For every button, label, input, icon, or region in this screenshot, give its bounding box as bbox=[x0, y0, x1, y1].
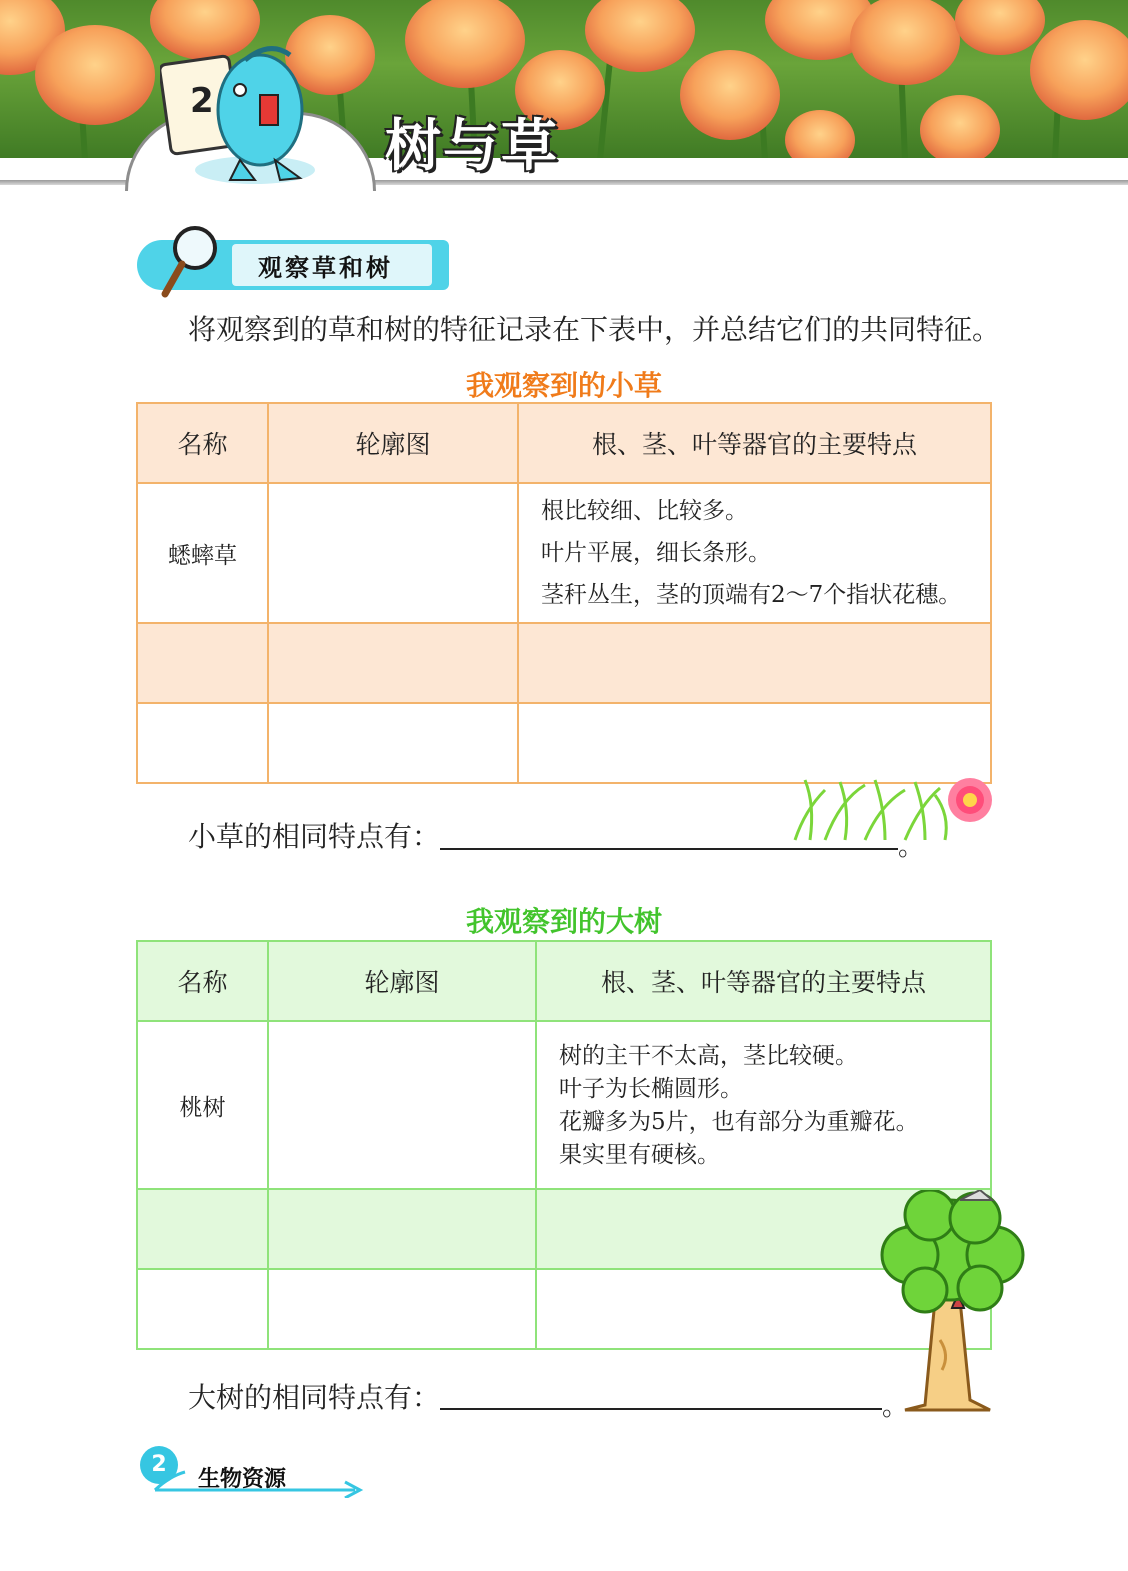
footer-page-number: 2 bbox=[140, 1446, 178, 1484]
grass-observation-table bbox=[136, 402, 992, 784]
section-title: 观察草和树 bbox=[258, 254, 393, 282]
grass-summary-input[interactable] bbox=[440, 848, 898, 850]
header-name: 名称 bbox=[137, 941, 268, 1021]
outline-drawing-cell[interactable] bbox=[268, 1269, 536, 1349]
header-features: 根、茎、叶等器官的主要特点 bbox=[518, 403, 991, 483]
plant-name-cell: 桃树 bbox=[137, 1021, 268, 1189]
grass-summary-label: 小草的相同特点有： bbox=[188, 820, 441, 853]
outline-drawing-cell[interactable] bbox=[268, 623, 518, 703]
table-row bbox=[137, 623, 991, 703]
plant-name-cell[interactable] bbox=[137, 1269, 268, 1349]
tree-table-caption: 我观察到的大树 bbox=[465, 905, 662, 938]
header-features: 根、茎、叶等器官的主要特点 bbox=[536, 941, 991, 1021]
grass-table-caption: 我观察到的小草 bbox=[465, 369, 662, 402]
plant-name-cell[interactable] bbox=[137, 1189, 268, 1269]
outline-drawing-cell[interactable] bbox=[268, 1021, 536, 1189]
mascot-reading-book-icon bbox=[160, 40, 320, 190]
outline-drawing-cell[interactable] bbox=[268, 703, 518, 783]
plant-name-cell[interactable] bbox=[137, 703, 268, 783]
feature-line: 果实里有硬核。 bbox=[559, 1142, 720, 1168]
features-cell[interactable] bbox=[518, 623, 991, 703]
feature-line: 树的主干不太高，茎比较硬。 bbox=[559, 1043, 858, 1069]
features-cell bbox=[518, 483, 991, 623]
feature-line: 茎秆丛生，茎的顶端有2～7个指状花穗。 bbox=[541, 582, 962, 608]
plant-name-cell: 蟋蟀草 bbox=[137, 483, 268, 623]
magnifier-icon bbox=[155, 220, 225, 300]
table-row bbox=[137, 1021, 991, 1189]
outline-drawing-cell[interactable] bbox=[268, 1189, 536, 1269]
header-outline: 轮廓图 bbox=[268, 403, 518, 483]
plant-name-cell[interactable] bbox=[137, 623, 268, 703]
table-header-row bbox=[137, 403, 991, 483]
chapter-number: 2 bbox=[190, 81, 214, 121]
grass-flower-decoration-icon bbox=[785, 770, 1000, 845]
instruction-text: 将观察到的草和树的特征记录在下表中，并总结它们的共同特征。 bbox=[188, 313, 1001, 346]
tree-summary-period: 。 bbox=[882, 1392, 909, 1422]
feature-line: 花瓣多为5片，也有部分为重瓣花。 bbox=[559, 1109, 919, 1135]
header-outline: 轮廓图 bbox=[268, 941, 536, 1021]
tree-summary-input[interactable] bbox=[440, 1408, 882, 1410]
header-name: 名称 bbox=[137, 403, 268, 483]
feature-line: 叶片平展，细长条形。 bbox=[541, 540, 771, 566]
features-cell bbox=[536, 1021, 991, 1189]
table-header-row bbox=[137, 941, 991, 1021]
tree-summary-label: 大树的相同特点有： bbox=[188, 1381, 441, 1414]
table-row bbox=[137, 483, 991, 623]
outline-drawing-cell[interactable] bbox=[268, 483, 518, 623]
table-row bbox=[137, 1269, 991, 1349]
tree-observation-table bbox=[136, 940, 992, 1350]
page-title: 树与草 bbox=[385, 114, 559, 179]
table-row bbox=[137, 1189, 991, 1269]
footer-book-title: 生物资源 bbox=[198, 1467, 287, 1492]
grass-summary-period: 。 bbox=[898, 832, 925, 862]
feature-line: 根比较细、比较多。 bbox=[541, 498, 748, 524]
cartoon-tree-icon bbox=[880, 1190, 1028, 1415]
feature-line: 叶子为长椭圆形。 bbox=[559, 1076, 743, 1102]
